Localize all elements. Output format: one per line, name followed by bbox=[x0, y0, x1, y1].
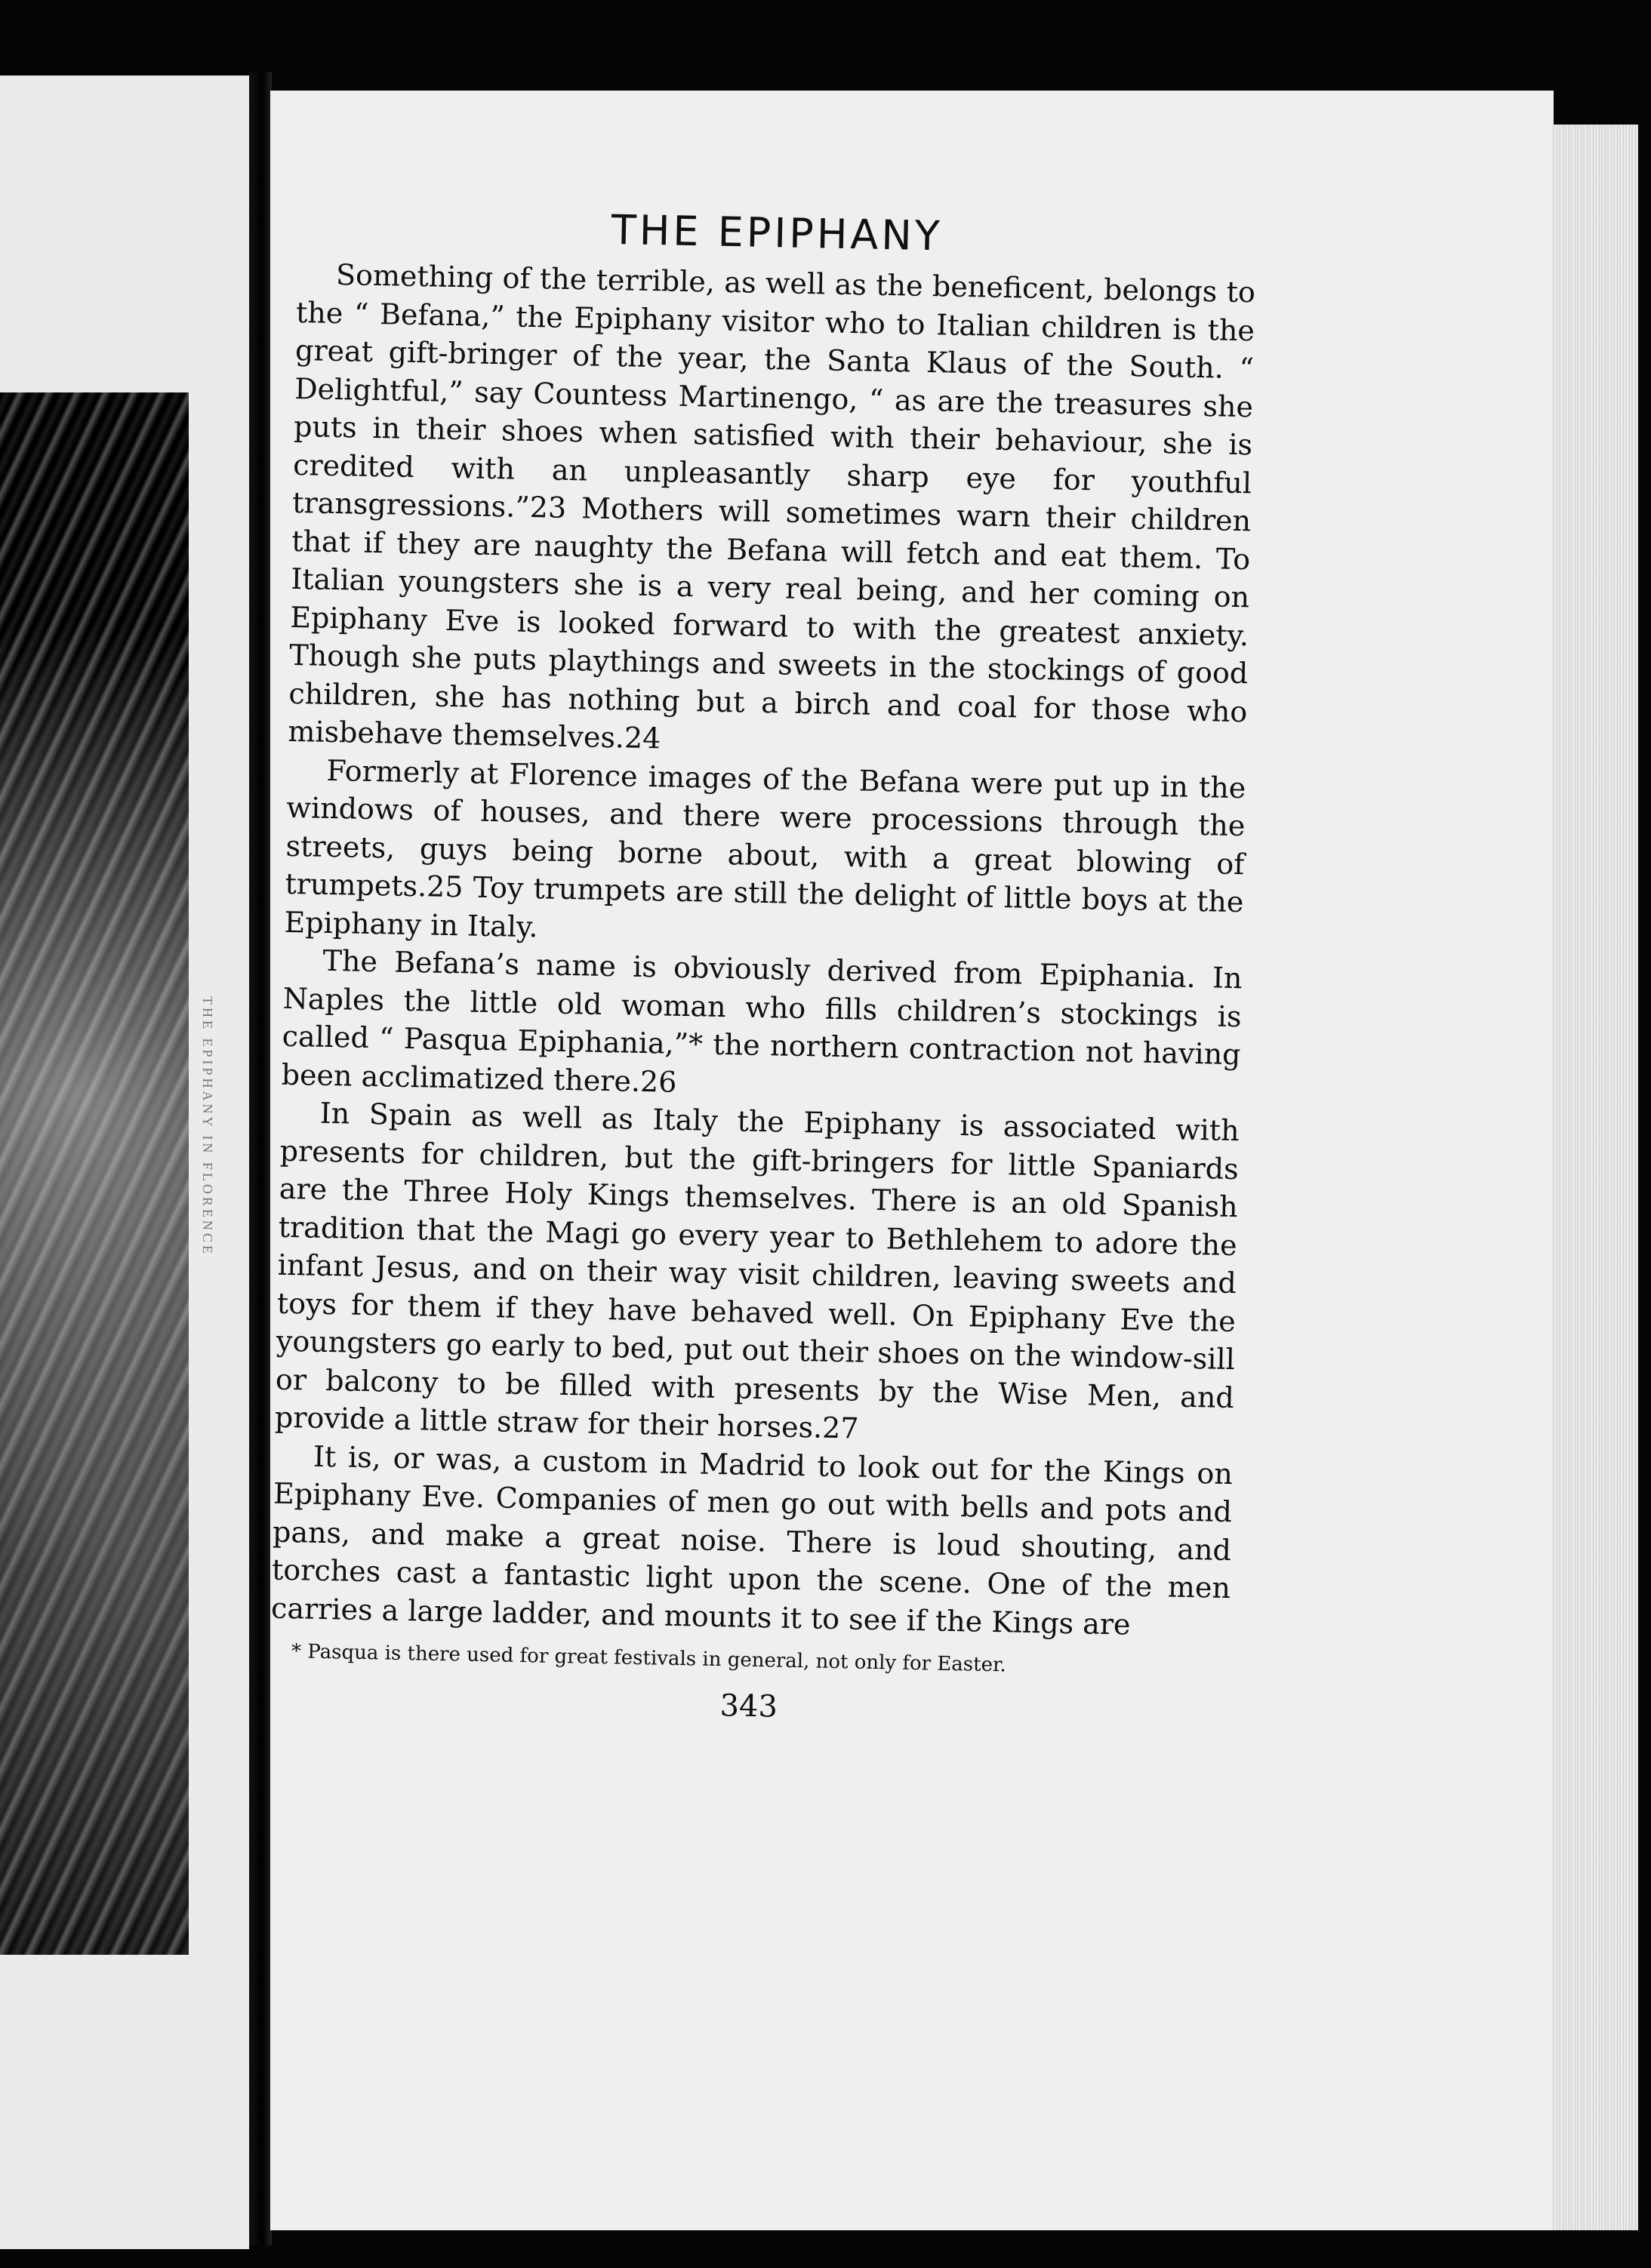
footnote: * Pasqua is there used for great festivals in general, not only for Easter. bbox=[291, 1640, 1007, 1677]
paragraph-3: The Befana’s name is obviously derived from Epiphania. In Naples the little old woman who fills children’s stockings is called “ Pasqua Epiphania,”* the northern contraction not having been acclimatized there.26 bbox=[281, 943, 1243, 1099]
paragraph-2: Formerly at Florence images of the Befana were put up in the windows of houses, and there were processions through the streets, guys being borne about, with a great blowing of trumpets.25 Toy trumpets are still the delight of little boys at the Epiphany in Italy. bbox=[284, 753, 1246, 943]
paragraph-1: Something of the terrible, as well as the beneficent, belongs to the “ Befana,” the Epiphany visitor who to Italian children is the great gift-bringer of the year, the Santa Klaus of the South. “ Delightful,” say Countess Martinengo, “ as are the treasures she puts in their shoes when satisfied with their behaviour, she is credited with an unpleasantly sharp eye for youthful transgressions.”23 Mothers will sometimes warn their children that if they are naughty the Befana will fetch and eat them. To Italian youngsters she is a very real being, and her coming on Epiphany Eve is looked forward to with the greatest anxiety. Though she puts playthings and sweets in the stockings of good children, she has nothing but a birch and coal for those who misbehave themselves.24 bbox=[288, 257, 1256, 755]
left-page bbox=[0, 75, 249, 2249]
page-content bbox=[269, 200, 1256, 1733]
page-edges bbox=[1551, 125, 1638, 2230]
page-title: THE EPIPHANY bbox=[611, 205, 944, 260]
plate-caption: THE EPIPHANY IN FLORENCE bbox=[200, 996, 215, 1257]
book-gutter bbox=[249, 72, 272, 2245]
paragraph-4: In Spain as well as Italy the Epiphany is associated with presents for children, but the gift-bringers for little Spaniards are the Three Holy Kings themselves. There is an old Spanish tradition that the Magi go every year to Bethlehem to adore the infant Jesus, and on their way visit children, leaving sweets and toys for them if they have behaved well. On Epiphany Eve the youngsters go early to bed, put out their shoes on the window-sill or balcony to be filled with presents by the Wise Men, and provide a little straw for their horses.27 bbox=[274, 1096, 1240, 1445]
page-number: 343 bbox=[719, 1688, 778, 1725]
photo-plate bbox=[0, 392, 189, 1955]
paragraph-5: It is, or was, a custom in Madrid to look out for the Kings on Epiphany Eve. Companies of men go out with bells and pots and pans, and make a great noise. There is loud shouting, and torches cast a fantastic light upon the scene. One of the men carries a large ladder, and mounts it to see if the Kings are bbox=[270, 1439, 1234, 1642]
